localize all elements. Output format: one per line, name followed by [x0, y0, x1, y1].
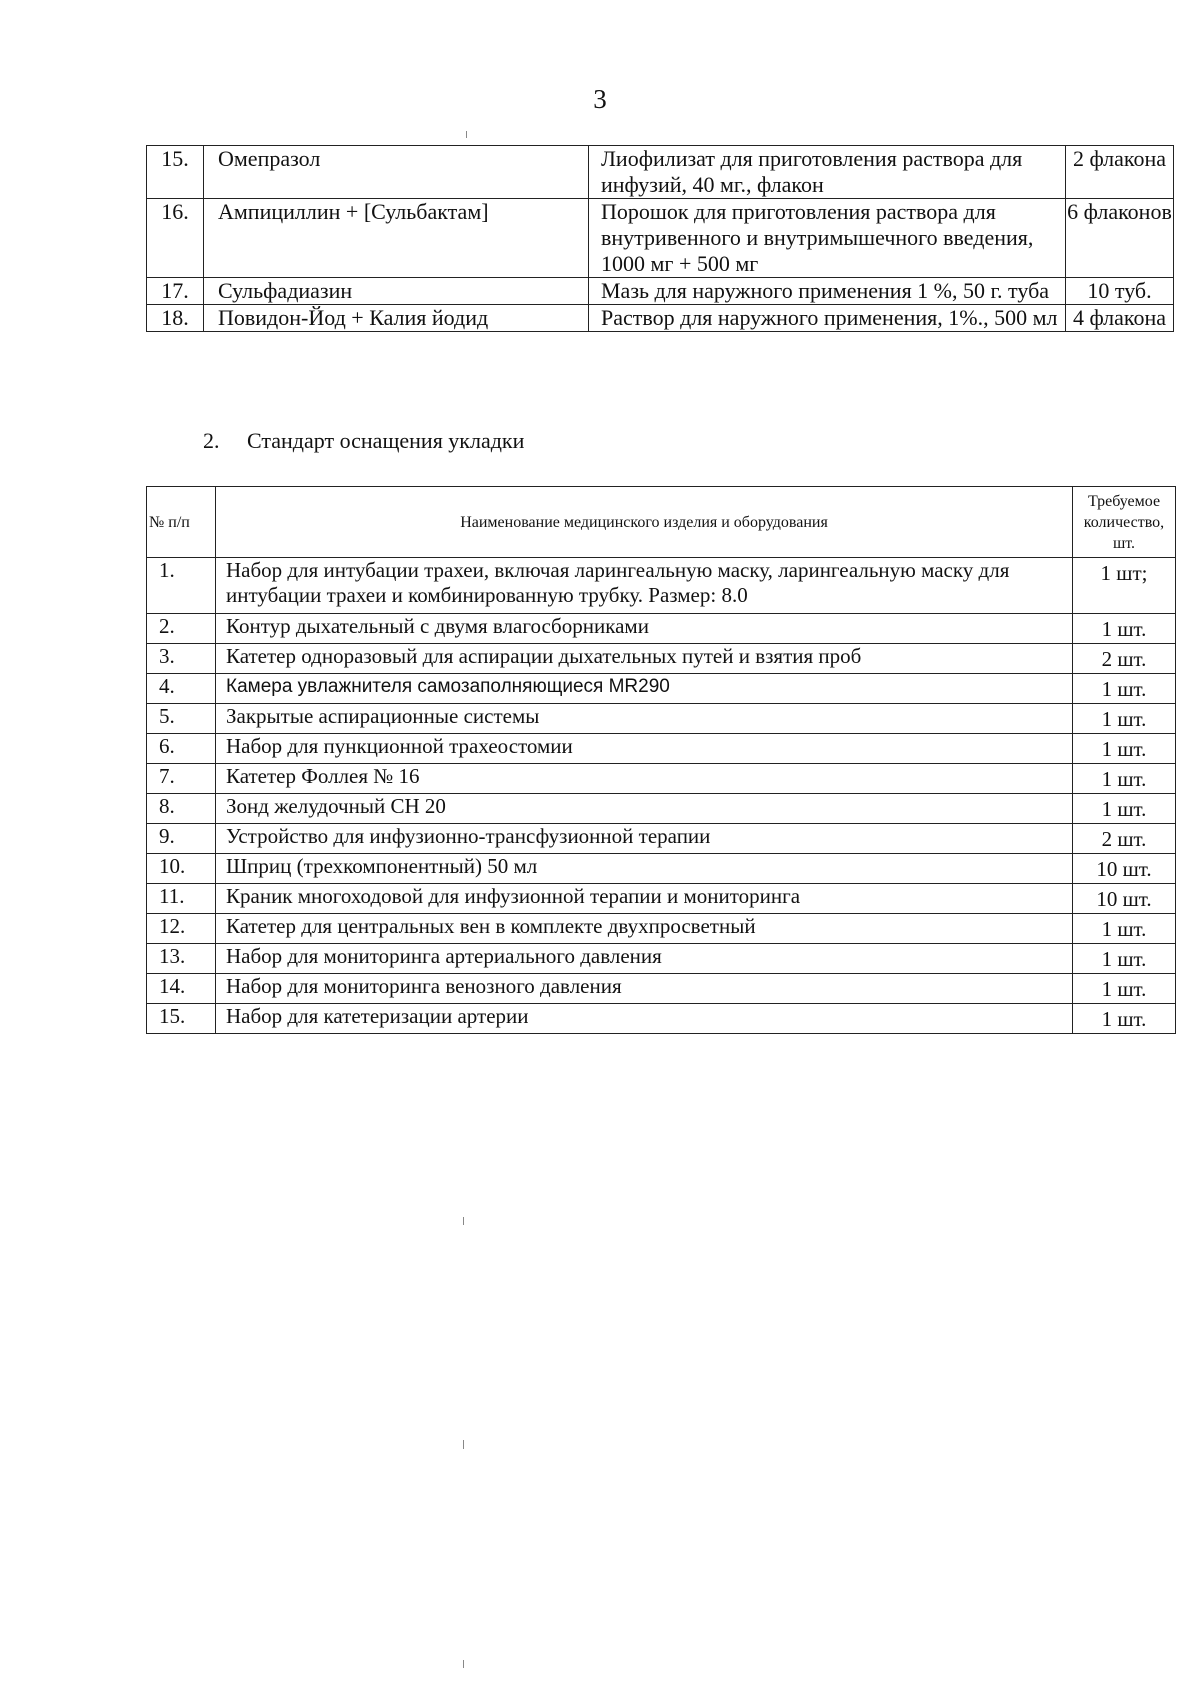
row-number: 18. [147, 305, 204, 332]
drug-name: Омепразол [204, 146, 589, 199]
table-row [147, 1004, 1176, 1034]
row-number: 17. [147, 278, 204, 305]
row-number: 1. [147, 558, 216, 614]
section-number: 2. [203, 428, 220, 453]
table-row [147, 734, 1176, 764]
item-name: Контур дыхательный с двумя влагосборниками [216, 614, 1073, 644]
item-quantity: 10 шт. [1073, 884, 1176, 914]
item-quantity: 2 шт. [1073, 824, 1176, 854]
row-number: 6. [147, 734, 216, 764]
item-name: Шприц (трехкомпонентный) 50 мл [216, 854, 1073, 884]
item-name: Зонд желудочный CH 20 [216, 794, 1073, 824]
table-row [147, 854, 1176, 884]
drug-name: Сульфадиазин [204, 278, 589, 305]
row-number: 10. [147, 854, 216, 884]
table-row [147, 146, 1174, 199]
header-number: № п/п [147, 487, 216, 558]
table-row [147, 824, 1176, 854]
row-number: 9. [147, 824, 216, 854]
item-quantity: 1 шт. [1073, 974, 1176, 1004]
item-name: Набор для мониторинга артериального давления [216, 944, 1073, 974]
table-row [147, 278, 1174, 305]
row-number: 4. [147, 674, 216, 704]
item-name: Катетер Фоллея № 16 [216, 764, 1073, 794]
header-name: Наименование медицинского изделия и оборудования [216, 487, 1073, 558]
table-header-row [147, 487, 1176, 558]
item-quantity: 1 шт. [1073, 944, 1176, 974]
drug-form: Раствор для наружного применения, 1%., 500 мл [589, 305, 1066, 332]
scan-speck [466, 131, 467, 138]
item-name: Устройство для инфузионно-трансфузионной терапии [216, 824, 1073, 854]
row-number: 5. [147, 704, 216, 734]
equipment-table [146, 486, 1176, 1034]
item-name: Набор для пункционной трахеостомии [216, 734, 1073, 764]
row-number: 12. [147, 914, 216, 944]
item-quantity: 1 шт. [1073, 734, 1176, 764]
drug-quantity: 10 туб. [1066, 278, 1174, 305]
row-number: 14. [147, 974, 216, 1004]
table-row [147, 974, 1176, 1004]
header-quantity: Требуемое количество, шт. [1073, 487, 1176, 558]
item-quantity: 1 шт; [1073, 558, 1176, 614]
scan-speck [463, 1440, 464, 1449]
row-number: 13. [147, 944, 216, 974]
page-number: 3 [593, 84, 607, 114]
item-name: Закрытые аспирационные системы [216, 704, 1073, 734]
drug-name: Повидон-Йод + Калия йодид [204, 305, 589, 332]
item-quantity: 1 шт. [1073, 614, 1176, 644]
table-row [147, 674, 1176, 704]
drug-quantity: 6 флаконов [1066, 199, 1174, 278]
item-quantity: 1 шт. [1073, 1004, 1176, 1034]
table-row [147, 914, 1176, 944]
section-title: Стандарт оснащения укладки [247, 428, 525, 453]
item-name: Катетер для центральных вен в комплекте двухпросветный [216, 914, 1073, 944]
drug-quantity: 2 флакона [1066, 146, 1174, 199]
item-name: Краник многоходовой для инфузионной терапии и мониторинга [216, 884, 1073, 914]
table-row [147, 704, 1176, 734]
item-name: Набор для интубации трахеи, включая ларингеальную маску, ларингеальную маску для интубации трахеи и комбинированную трубку. Размер: 8.0 [216, 558, 1073, 614]
row-number: 16. [147, 199, 204, 278]
table-row [147, 558, 1176, 614]
drug-form: Мазь для наружного применения 1 %, 50 г. туба [589, 278, 1066, 305]
item-quantity: 1 шт. [1073, 674, 1176, 704]
row-number: 11. [147, 884, 216, 914]
drug-form: Порошок для приготовления раствора для внутривенного и внутримышечного введения, 1000 мг + 500 мг [589, 199, 1066, 278]
row-number: 3. [147, 644, 216, 674]
drug-name: Ампициллин + [Сульбактам] [204, 199, 589, 278]
item-quantity: 1 шт. [1073, 764, 1176, 794]
drugs-table [146, 145, 1174, 332]
row-number: 15. [147, 1004, 216, 1034]
table-row [147, 614, 1176, 644]
row-number: 8. [147, 794, 216, 824]
item-quantity: 1 шт. [1073, 704, 1176, 734]
item-quantity: 2 шт. [1073, 644, 1176, 674]
table-row [147, 764, 1176, 794]
table-row [147, 644, 1176, 674]
table-row [147, 944, 1176, 974]
item-quantity: 1 шт. [1073, 794, 1176, 824]
item-quantity: 10 шт. [1073, 854, 1176, 884]
item-name: Набор для мониторинга венозного давления [216, 974, 1073, 1004]
item-name: Камера увлажнителя самозаполняющиеся MR290 [216, 674, 1073, 704]
section-heading [203, 428, 524, 454]
table-row [147, 884, 1176, 914]
row-number: 7. [147, 764, 216, 794]
row-number: 15. [147, 146, 204, 199]
item-quantity: 1 шт. [1073, 914, 1176, 944]
drug-form: Лиофилизат для приготовления раствора для инфузий, 40 мг., флакон [589, 146, 1066, 199]
scan-speck [463, 1660, 464, 1668]
drug-quantity: 4 флакона [1066, 305, 1174, 332]
table-row [147, 305, 1174, 332]
scan-speck [463, 1217, 464, 1225]
table-row [147, 199, 1174, 278]
item-name: Набор для катетеризации артерии [216, 1004, 1073, 1034]
row-number: 2. [147, 614, 216, 644]
item-name: Катетер одноразовый для аспирации дыхательных путей и взятия проб [216, 644, 1073, 674]
table-row [147, 794, 1176, 824]
